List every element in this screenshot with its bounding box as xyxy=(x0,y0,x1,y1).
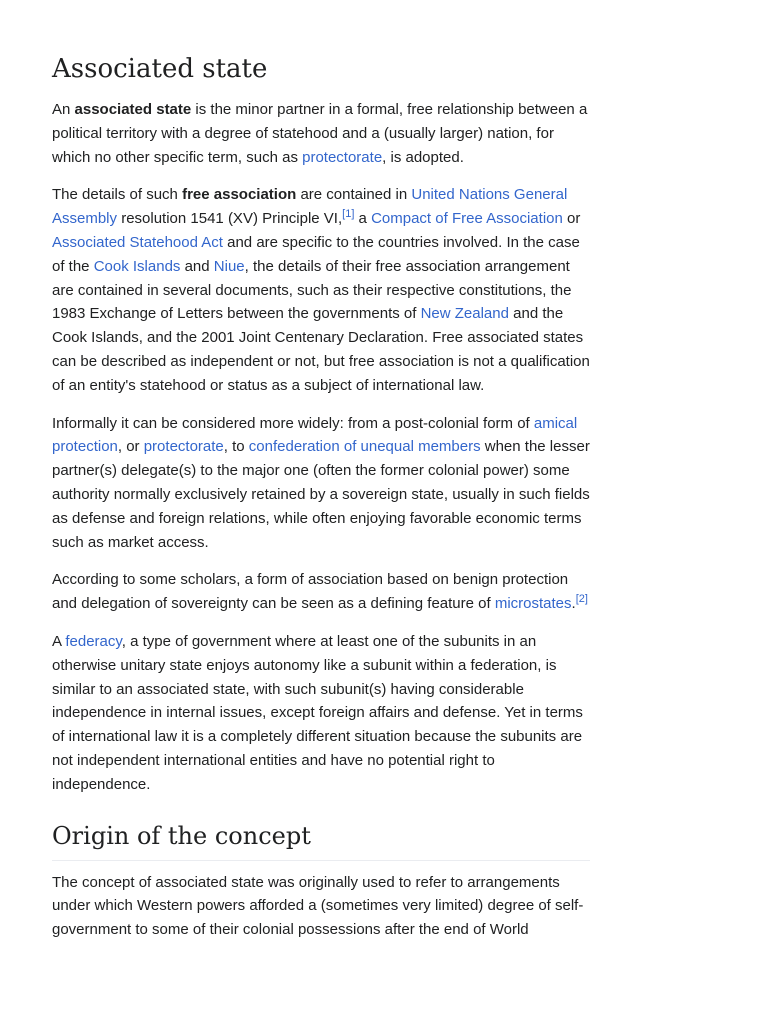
section-paragraph-1 xyxy=(52,871,590,942)
link-protectorate[interactable]: protectorate xyxy=(143,438,224,456)
link-confederation-of-unequal-members[interactable]: confederation of unequal members xyxy=(248,438,481,456)
body-text: According to some scholars, a form of association based on benign protection and delegation of sovereignty can be seen as a defining feature of xyxy=(52,571,569,613)
body-text: is the minor partner in a formal, free relationship between a political territory with a degree of statehood and a (usually larger) nation, for which no other specific term, such as xyxy=(52,101,588,166)
link-associated-statehood-act[interactable]: Associated Statehood Act xyxy=(52,233,223,251)
citation-superscript xyxy=(576,593,588,605)
paragraph-3 xyxy=(52,412,590,555)
link-microstates[interactable]: microstates xyxy=(494,595,572,613)
paragraph-1 xyxy=(52,98,590,169)
article-content xyxy=(52,52,590,956)
paragraph-5 xyxy=(52,630,590,797)
body-text: , to xyxy=(223,438,249,456)
bold-term: associated state xyxy=(74,101,192,118)
link-niue[interactable]: Niue xyxy=(213,257,245,275)
body-text: or xyxy=(562,210,581,228)
body-text: resolution 1541 (XV) Principle VI, xyxy=(117,210,343,228)
body-text: are contained in xyxy=(296,186,412,204)
body-text: The details of such xyxy=(52,186,183,204)
article-intro xyxy=(52,98,590,797)
body-text: A xyxy=(52,632,66,650)
link-compact-of-free-association[interactable]: Compact of Free Association xyxy=(371,210,563,228)
body-text: , a type of government where at least one of the subunits in an otherwise unitary state enjoys autonomy like a subunit within a federation, is similar to an associated state, with such subunit(s) having considerable independence in internal issues, except foreign affairs and defense. Yet in terms of international law it is a completely different situation because the subunits are not independent international entities and have no potential right to independence. xyxy=(52,632,583,793)
page-title: Associated state xyxy=(52,54,268,84)
link-amical-protection[interactable]: amical protection xyxy=(52,414,578,456)
paragraph-2 xyxy=(52,183,590,397)
paragraph-4 xyxy=(52,568,590,616)
body-text: , the details of their free association arrangement are contained in several documents, such as their respective constitutions, the 1983 Exchange of Letters between the governments of xyxy=(52,257,572,323)
body-text: a xyxy=(354,210,372,228)
citation-superscript xyxy=(342,208,354,220)
bold-term: free association xyxy=(182,186,297,204)
link-new-zealand[interactable]: New Zealand xyxy=(420,305,509,323)
link-cook-islands[interactable]: Cook Islands xyxy=(93,257,181,275)
citation-1[interactable]: [1] xyxy=(342,208,355,221)
section-heading-origin: Origin of the concept xyxy=(52,820,590,861)
link-united-nations-general-assembly[interactable]: United Nations General Assembly xyxy=(52,186,568,228)
body-text: , is adopted. xyxy=(382,148,464,166)
body-text: and are specific to the countries involved. In the case of the xyxy=(52,233,580,275)
body-text: Informally it can be considered more widely: from a post-colonial form of xyxy=(52,414,534,432)
body-text: . xyxy=(571,595,576,613)
body-text: An xyxy=(52,101,75,118)
body-text: and the Cook Islands, and the 2001 Joint Centenary Declaration. Free associated states can be described as independent or not, but free association is not a qualification of an entity's statehood or status as a subject of international law. xyxy=(52,305,590,394)
section-body-origin xyxy=(52,871,590,942)
body-text: The concept of associated state was originally used to refer to arrangements under which Western powers afforded a (sometimes very limited) degree of self-government to some of their colonial possessions after the end of World xyxy=(52,873,584,939)
link-protectorate[interactable]: protectorate xyxy=(302,148,383,166)
body-text: when the lesser partner(s) delegate(s) to the major one (often the former colonial power) some authority normally exclusively retained by a sovereign state, usually in such fields as defense and foreign relations, while often enjoying favorable economic terms such as market access. xyxy=(52,438,590,551)
body-text: and xyxy=(180,257,214,275)
body-text: , or xyxy=(117,438,144,456)
link-federacy[interactable]: federacy xyxy=(65,632,122,650)
citation-2[interactable]: [2] xyxy=(575,593,588,606)
